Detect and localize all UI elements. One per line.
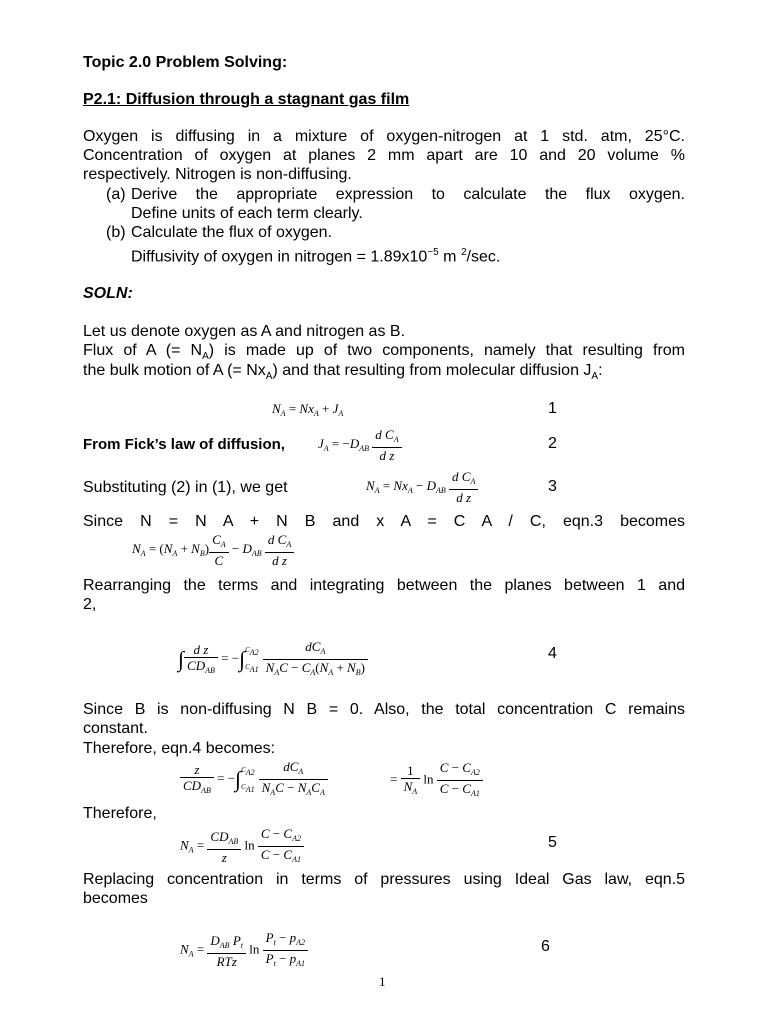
part-b-label: (b) [106, 224, 126, 241]
flux-text: Flux of A (= N [83, 342, 203, 359]
problem-text-line: Oxygen is diffusing in a mixture of oxygen-nitrogen at 1 std. atm, 25°C. [83, 128, 685, 145]
equation-5: $N_A$ = $\frac{CD_{AB}}{z}$ ln $\frac{C - C_{A2}}{C - C_{A1}}$ [180, 826, 304, 867]
subscript: A [265, 371, 273, 383]
subscript: A [591, 371, 599, 383]
equation-3b: $N_A = (N_A + N_B)$ $\frac{C_A}{C}$ − $D_{AB}$ $\frac{d C_A}{\text{d z}}$ [132, 532, 294, 568]
equation-6: $N_A$ = $\frac{D_{AB} P_t}{\text{RTz}}$ ln $\frac{P_t - p_{A2}}{P_t - p_{A1}}$ [180, 930, 308, 971]
equation-number: 3 [548, 478, 557, 495]
fick-comma: , [280, 436, 285, 453]
equation-4-result: = $\frac{1}{N_A}$ ln $\frac{C - C_{A2}}{C - C_{A1}}$ [390, 760, 483, 801]
bulk-text: : [598, 362, 603, 379]
problem-text-line: Concentration of oxygen at planes 2 mm apart are 10 and 20 volume % [83, 147, 685, 164]
unit-exponent: 2 [460, 247, 467, 258]
part-a-label: (a) [106, 186, 126, 203]
therefore-text: Therefore, [83, 805, 157, 822]
therefore-text: Therefore, eqn.4 becomes: [83, 740, 276, 757]
subscript: A [202, 351, 209, 363]
topic-heading: Topic 2.0 Problem Solving: [83, 54, 288, 71]
equation-4-reduced: $\frac{z}{CD_{AB}}$ = $-\int C_{A2}$ $C_{A1}$ $\frac{dC_A}{N_AC - N_AC_A}$ [180, 759, 328, 800]
rearranging-text: 2, [83, 596, 97, 613]
replacing-text: Replacing concentration in terms of pressures using Ideal Gas law, eqn.5 [83, 871, 685, 888]
equation-number: 5 [548, 834, 557, 851]
solution-label: SOLN: [83, 285, 133, 302]
equation-number: 1 [548, 400, 557, 417]
substitution-text: Substituting (2) in (1), we get [83, 479, 288, 496]
part-a-text: Derive the appropriate expression to calculate the flux oxygen. [131, 186, 685, 203]
diffusivity-line [131, 243, 500, 266]
problem-title: P2.1: Diffusion through a stagnant gas film [83, 91, 410, 108]
rearranging-text: Rearranging the terms and integrating between the planes between 1 and [83, 577, 685, 594]
fick-text: From Fick’s law of diffusion [83, 436, 281, 453]
equation-1: $N_A = Nx_A + J_A$ [272, 401, 344, 418]
page-number: 1 [379, 974, 386, 989]
solution-text-line: Let us denote oxygen as A and nitrogen as B. [83, 323, 406, 340]
problem-text-line: respectively. Nitrogen is non-diffusing. [83, 166, 352, 183]
replacing-text: becomes [83, 890, 148, 907]
part-b-text: Calculate the flux of oxygen. [131, 224, 333, 241]
non-diffusing-text: Since B is non-diffusing N B = 0. Also, the total concentration C remains [83, 701, 685, 718]
since-text: Since N = N A + N B and x A = C A / C, eqn.3 becomes [83, 513, 685, 530]
bulk-text: the bulk motion of A (= Nx [83, 362, 266, 379]
equation-number: 2 [548, 435, 557, 452]
diffusivity-exponent: −5 [427, 247, 439, 258]
fick-label [83, 435, 285, 454]
equation-2: $J_A = -D_{AB}$ $\frac{d C_A}{\text{d z}}$ [318, 427, 402, 463]
diffusivity-unit: m [438, 248, 461, 266]
unit-suffix: /sec. [466, 248, 501, 266]
equation-number: 4 [548, 645, 557, 662]
equation-number: 6 [541, 938, 550, 955]
equation-4: ∫ $\frac{\text{d z}}{CD_{AB}}$ = $-\int C_{A2}$ $C_{A1}$ $\frac{dC_A}{N_AC - C_A(N_A + N_B)}$ [178, 639, 368, 680]
non-diffusing-text: constant. [83, 720, 148, 737]
bulk-text: ) and that resulting from molecular diffusion J [272, 362, 592, 379]
flux-text: ) is made up of two components, namely that resulting from [208, 342, 686, 359]
solution-text-line [83, 361, 603, 386]
equation-3: $N_A = Nx_A - D_{AB}$ $\frac{d C_A}{\text{d z}}$ [366, 469, 478, 505]
diffusivity-text: Diffusivity of oxygen in nitrogen = 1.89x10 [131, 248, 428, 266]
part-a-text: Define units of each term clearly. [131, 205, 363, 222]
